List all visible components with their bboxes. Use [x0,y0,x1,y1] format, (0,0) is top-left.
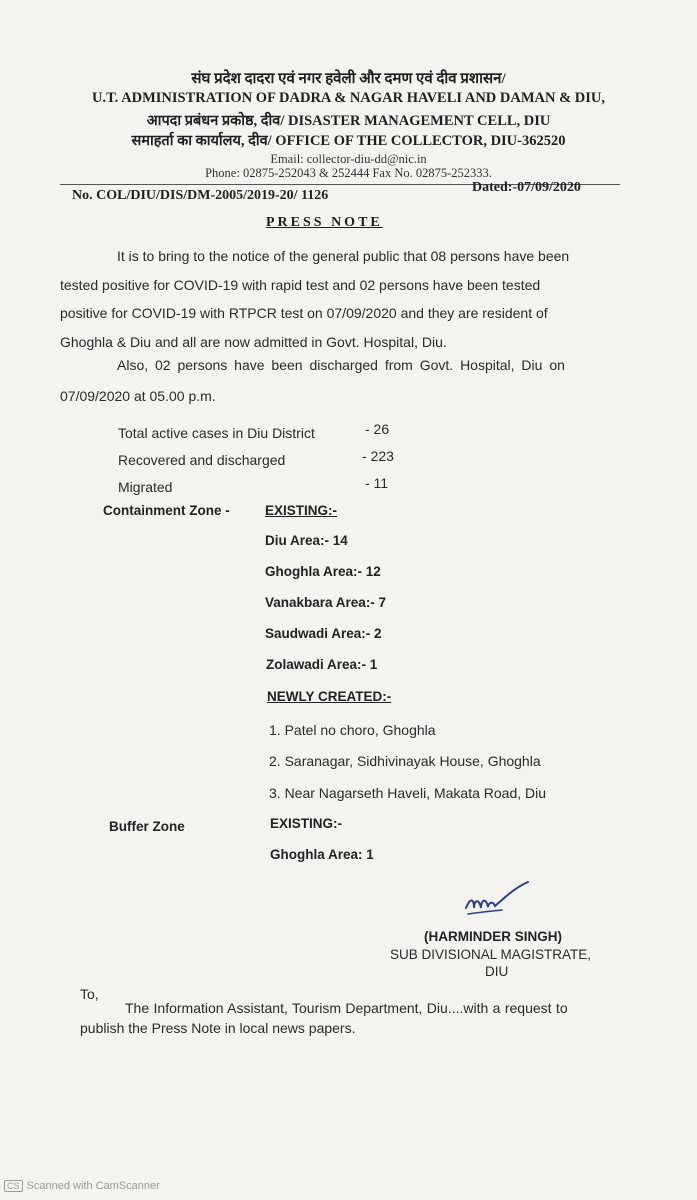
signatory-name: (HARMINDER SINGH) [424,929,562,944]
buffer-existing-item: Ghoghla Area: 1 [270,847,374,862]
signature-mark [462,880,532,925]
paragraph-2-line-1: Also, 02 persons have been discharged from Govt. Hospital, Diu on [117,357,565,373]
stat-active-value: - 26 [365,421,390,437]
paragraph-1-line-1: It is to bring to the notice of the general public that 08 persons have been [117,248,570,264]
paragraph-1-line-4: Ghoghla & Diu and all are now admitted in Govt. Hospital, Diu. [60,333,447,350]
header-disaster-cell: आपदा प्रबंधन प्रकोष्ठ, दीव/ DISASTER MANAGEMENT CELL, DIU [146,113,551,129]
to-label: To, [80,986,99,1002]
containment-newly-item: 1. Patel no choro, Ghoghla [269,722,436,738]
paragraph-2 [60,350,620,412]
to-recipient-line-1: The Information Assistant, Tourism Department, Diu....with a request to [125,1000,568,1016]
header-email: Email: collector-diu-dd@nic.in [270,152,427,166]
stat-recovered-label: Recovered and discharged [118,452,286,468]
containment-existing-item: Saudwadi Area:- 2 [265,626,382,641]
paragraph-1-line-2: tested positive for COVID-19 with rapid test and 02 persons have been tested [60,276,541,293]
scanner-watermark-text: Scanned with CamScanner [26,1180,160,1192]
signatory-place: DIU [485,964,509,979]
reference-number: No. COL/DIU/DIS/DM-2005/2019-20/ 1126 [72,188,329,203]
containment-existing-item: Ghoghla Area:- 12 [265,564,381,579]
buffer-existing-heading: EXISTING:- [270,816,343,831]
reference-date: Dated:-07/09/2020 [472,180,581,195]
stat-migrated-label: Migrated [118,479,173,495]
stat-active-label: Total active cases in Diu District [118,425,315,441]
containment-existing-item: Diu Area:- 14 [265,533,348,548]
containment-newly-heading: NEWLY CREATED:- [267,689,392,704]
header-phone: Phone: 02875-252043 & 252444 Fax No. 02875-252333. [205,166,492,180]
containment-existing-item: Vanakbara Area:- 7 [265,595,387,610]
containment-newly-item: 3. Near Nagarseth Haveli, Makata Road, Diu [269,785,547,801]
containment-newly-item: 2. Saranagar, Sidhivinayak House, Ghoghla [269,753,541,769]
camscanner-icon: CS [4,1180,23,1192]
header-office-collector: समाहर्ता का कार्यालय, दीव/ OFFICE OF THE COLLECTOR, DIU-362520 [131,133,566,149]
stat-migrated-value: - 11 [365,475,389,491]
page-title: PRESS NOTE [266,215,383,230]
to-recipient-line-2: publish the Press Note in local news papers. [80,1020,356,1036]
paragraph-2-line-2: 07/09/2020 at 05.00 p.m. [60,388,216,404]
containment-zone-label: Containment Zone - [103,503,230,518]
buffer-zone-label: Buffer Zone [109,819,185,834]
containment-existing-item: Zolawadi Area:- 1 [266,657,378,672]
paragraph-1-line-3: positive for COVID-19 with RTPCR test on 07/09/2020 and they are resident of [60,305,548,321]
signatory-designation: SUB DIVISIONAL MAGISTRATE, [390,947,592,962]
scanner-watermark [4,1180,160,1192]
header-hindi-line: संघ प्रदेश दादरा एवं नगर हवेली और दमण एवं दीव प्रशासन/ [191,71,506,87]
containment-existing-heading: EXISTING:- [265,503,338,518]
stat-recovered-value: - 223 [362,448,394,464]
header-administration: U.T. ADMINISTRATION OF DADRA & NAGAR HAVELI AND DAMAN & DIU, [91,90,606,106]
paragraph-1 [60,242,620,356]
